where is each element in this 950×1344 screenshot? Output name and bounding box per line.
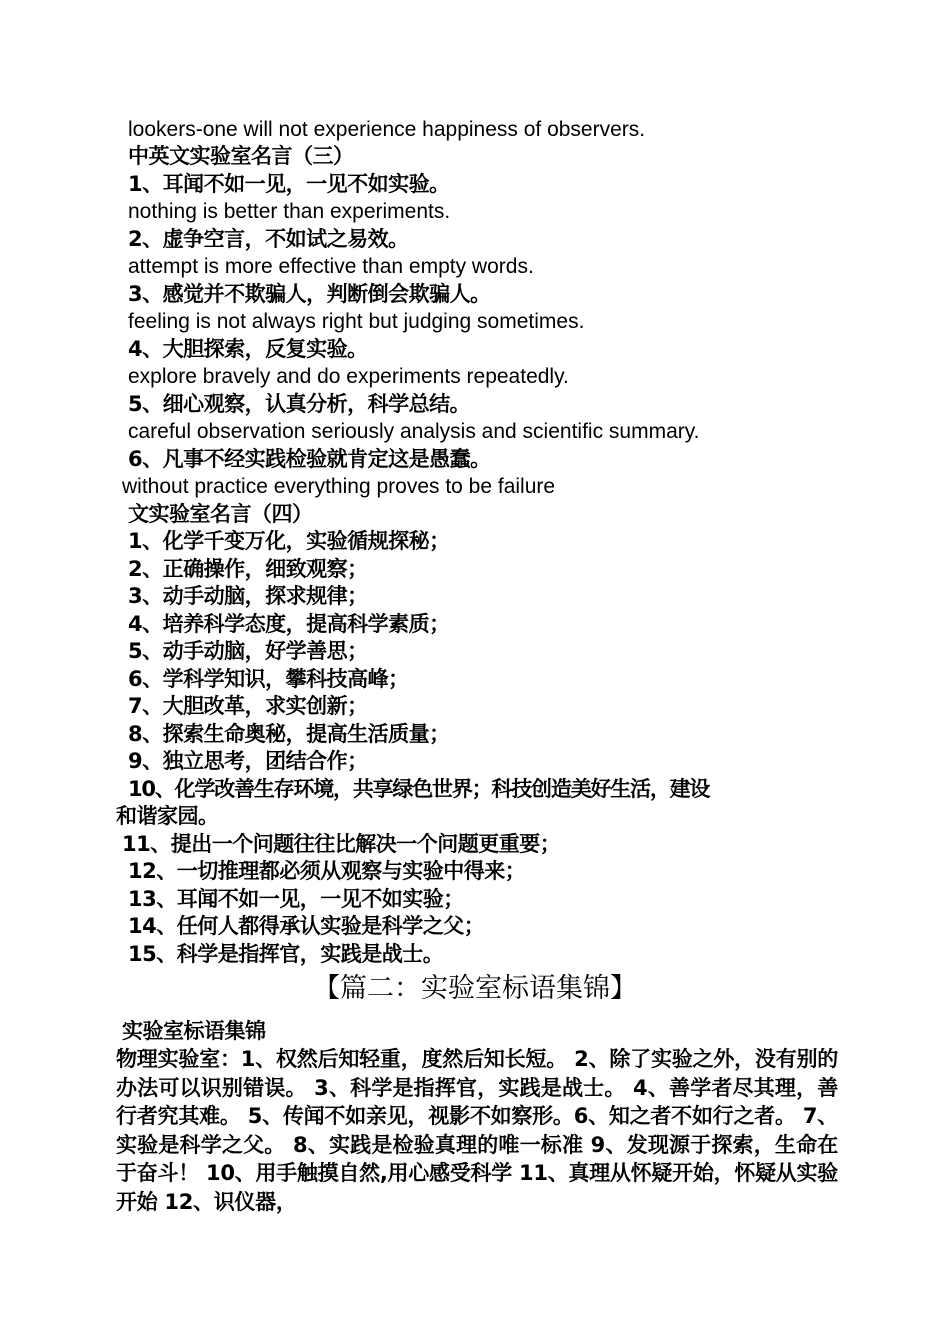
list-item: 15、科学是指挥官，实践是战士。 [128, 942, 444, 966]
text-line: 1、耳闻不如一见，一见不如实验。 [128, 172, 450, 196]
section-title: 文实验室名言（四） [128, 502, 313, 526]
body-paragraph: 物理实验室：1、权然后知轻重，度然后知长短。 2、除了实验之外，没有别的办法可以识别错误。 3、科学是指挥官，实践是战士。 4、善学者尽其理，善行者究其难。 5、传闻不如亲见，视影不如察形。6、知之者不如行之者。 7、实验是科学之父。 8、实践是检验真理的唯一标准 9、发现源于探索，生命在于奋斗！ 10、用手触摸自然,用心感受科学 11、真理从怀疑开始，怀疑从实验开始 12、识仪器， [116, 1047, 838, 1214]
text-line: lookers-one will not experience happiness of observers. [128, 118, 646, 141]
list-item: 11、提出一个问题往往比解决一个问题更重要； [122, 832, 561, 856]
text-line: without practice everything proves to be failure [122, 475, 556, 498]
text-line: 2、虚争空言，不如试之易效。 [128, 227, 409, 251]
list-item: 9、独立思考，团结合作； [128, 749, 368, 773]
section-heading: 【篇二：实验室标语集锦】 [313, 973, 637, 1004]
list-item: 6、学科学知识，攀科技高峰； [128, 667, 409, 691]
text-line: 3、感觉并不欺骗人，判断倒会欺骗人。 [128, 282, 491, 306]
text-line: 4、大胆探索，反复实验。 [128, 337, 368, 361]
text-line: nothing is better than experiments. [128, 200, 451, 223]
text-line: attempt is more effective than empty words. [128, 255, 534, 278]
list-item: 14、任何人都得承认实验是科学之父； [128, 914, 485, 938]
text-line: 6、凡事不经实践检验就肯定这是愚蠢。 [128, 447, 491, 471]
subheading: 实验室标语集锦 [122, 1019, 266, 1043]
list-item: 5、动手动脑，好学善思； [128, 639, 368, 663]
list-item: 8、探索生命奥秘，提高生活质量； [128, 722, 450, 746]
list-item: 7、大胆改革，求实创新； [128, 694, 368, 718]
section-title: 中英文实验室名言（三） [128, 144, 354, 168]
text-line: feeling is not always right but judging sometimes. [128, 310, 585, 333]
list-item: 13、耳闻不如一见，一见不如实验； [128, 887, 464, 911]
list-item-continuation: 和谐家园。 [116, 804, 219, 828]
list-item: 2、正确操作，细致观察； [128, 557, 368, 581]
text-line: careful observation seriously analysis and scientific summary. [128, 420, 700, 443]
list-item: 12、一切推理都必须从观察与实验中得来； [128, 859, 526, 883]
text-line: explore bravely and do experiments repeatedly. [128, 365, 569, 388]
text-line: 5、细心观察，认真分析，科学总结。 [128, 392, 471, 416]
list-item: 1、化学千变万化，实验循规探秘； [128, 529, 450, 553]
list-item: 4、培养科学态度，提高科学素质； [128, 612, 450, 636]
list-item: 3、动手动脑，探求规律； [128, 584, 368, 608]
list-item: 10、化学改善生存环境，共享绿色世界；科技创造美好生活，建设 [128, 777, 710, 801]
